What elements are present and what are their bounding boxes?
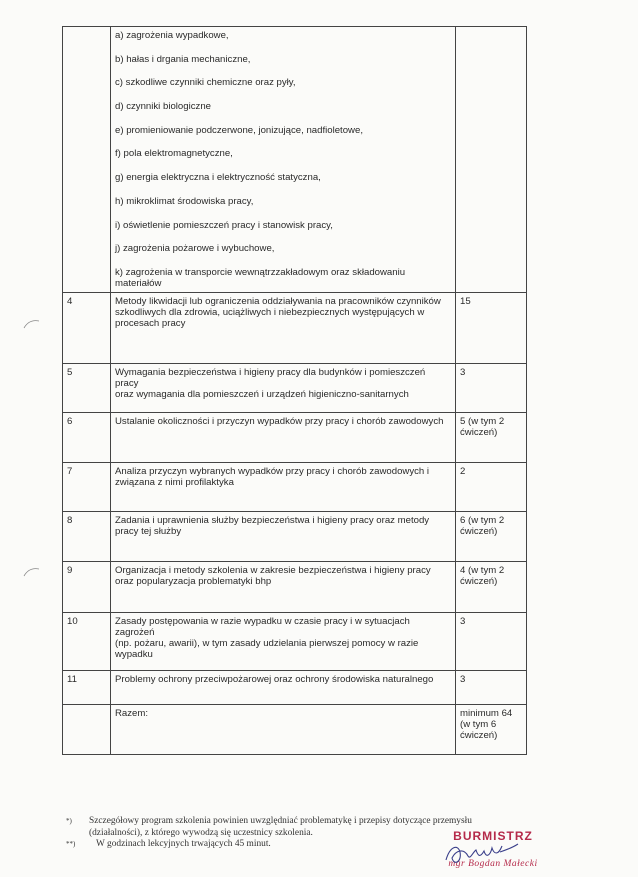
total-hours: minimum 64 (w tym 6 ćwiczeń)	[456, 704, 527, 754]
punch-hole-mark	[22, 566, 40, 578]
table-row	[63, 670, 527, 704]
topic-line: oraz popularyzacja problematyki bhp	[115, 575, 272, 587]
topic-cell	[111, 292, 456, 363]
hours-value: 4 (w tym 2 ćwiczeń)	[456, 561, 527, 612]
table-row	[63, 511, 527, 561]
hours-value: 3	[456, 670, 527, 704]
hazard-item: d) czynniki biologiczne	[115, 101, 211, 113]
hazard-item: a) zagrożenia wypadkowe,	[115, 30, 229, 41]
row-number-cell	[63, 27, 111, 293]
row-number: 11	[63, 670, 111, 704]
table-row	[63, 363, 527, 412]
topic-line: Analiza przyczyn wybranych wypadków przy pracy i chorób zawodowych i	[115, 465, 430, 477]
topic-line: Metody likwidacji lub ograniczenia oddziaływania na pracowników czynników	[115, 295, 441, 307]
footnote-mark: **)	[66, 840, 76, 848]
hours-value: 6 (w tym 2 ćwiczeń)	[456, 511, 527, 561]
hazard-item: j) zagrożenia pożarowe i wybuchowe,	[115, 243, 275, 255]
topic-line: związana z nimi profilaktyka	[115, 476, 234, 488]
topic-cell	[111, 511, 456, 561]
topic-line: Zadania i uprawnienia służby bezpieczeństwa i higieny pracy oraz metody	[115, 514, 430, 526]
table-row	[63, 612, 527, 670]
stamp-name: mgr Bogdan Małecki	[448, 859, 538, 869]
footnote-text: Szczegółowy program szkolenia powinien uwzględniać problematykę i przepisy dotyczące przemysłu	[89, 816, 472, 826]
hazard-item: h) mikroklimat środowiska pracy,	[115, 195, 254, 207]
topic-cell	[111, 462, 456, 511]
row-number: 4	[63, 292, 111, 363]
training-program-table	[62, 26, 527, 755]
hazard-item: e) promieniowanie podczerwone, jonizujące, nadfioletowe,	[115, 124, 363, 136]
topic-line: Organizacja i metody szkolenia w zakresie bezpieczeństwa i higieny pracy	[115, 564, 431, 576]
hours-value: 5 (w tym 2 ćwiczeń)	[456, 412, 527, 462]
hazard-item: c) szkodliwe czynniki chemiczne oraz pyły,	[115, 77, 296, 89]
topic-line: Zasady postępowania w razie wypadku w czasie pracy i w sytuacjach zagrożeń	[115, 615, 410, 638]
table-row	[63, 462, 527, 511]
table-row	[63, 292, 527, 363]
hazard-list-cell	[111, 27, 456, 293]
topic-line: pracy tej służby	[115, 525, 182, 537]
footnote-text-continued: (działalności), z którego wywodzą się uczestnicy szkolenia.	[89, 827, 313, 838]
topic-cell	[111, 612, 456, 670]
topic-line: procesach pracy	[115, 317, 186, 329]
stamp-title: BURMISTRZ	[453, 829, 533, 843]
topic-cell	[111, 363, 456, 412]
row-number-cell	[63, 704, 111, 754]
row-number: 8	[63, 511, 111, 561]
row-number: 7	[63, 462, 111, 511]
table-row	[63, 561, 527, 612]
row-number: 6	[63, 412, 111, 462]
footnote-mark: *)	[66, 817, 72, 825]
hazard-item: f) pola elektromagnetyczne,	[115, 148, 233, 160]
hours-cell	[456, 27, 527, 293]
table-total-row	[63, 704, 527, 754]
hazard-item: b) hałas i drgania mechaniczne,	[115, 53, 251, 65]
hazard-item: g) energia elektryczna i elektryczność statyczna,	[115, 172, 321, 184]
topic-line: Wymagania bezpieczeństwa i higieny pracy dla budynków i pomieszczeń pracy	[115, 366, 426, 389]
row-number: 9	[63, 561, 111, 612]
punch-hole-mark	[22, 318, 40, 330]
row-number: 10	[63, 612, 111, 670]
row-number: 5	[63, 363, 111, 412]
topic-line: Ustalanie okoliczności i przyczyn wypadków przy pracy i chorób zawodowych	[115, 415, 444, 427]
hours-value: 3	[456, 363, 527, 412]
table-row	[63, 412, 527, 462]
topic-cell	[111, 561, 456, 612]
handwritten-signature	[440, 838, 520, 870]
hours-value: 3	[456, 612, 527, 670]
topic-cell	[111, 670, 456, 704]
total-label: Razem:	[111, 704, 456, 754]
topic-line: Problemy ochrony przeciwpożarowej oraz ochrony środowiska naturalnego	[115, 673, 434, 685]
hours-value: 2	[456, 462, 527, 511]
table-row-hazards	[63, 27, 527, 293]
hazard-item: k) zagrożenia w transporcie wewnątrzzakładowym oraz składowaniu materiałów	[115, 266, 406, 289]
hours-value: 15	[456, 292, 527, 363]
topic-cell	[111, 412, 456, 462]
hazard-item: i) oświetlenie pomieszczeń pracy i stanowisk pracy,	[115, 219, 333, 231]
footnote-text: W godzinach lekcyjnych trwających 45 minut.	[96, 839, 271, 849]
topic-line: oraz wymagania dla pomieszczeń i urządzeń higieniczno-sanitarnych	[115, 388, 409, 400]
topic-line: szkodliwych dla zdrowia, uciążliwych i niebezpiecznych występujących w	[115, 306, 425, 318]
topic-line: (np. pożaru, awarii), w tym zasady udzielania pierwszej pomocy w razie wypadku	[115, 637, 419, 660]
